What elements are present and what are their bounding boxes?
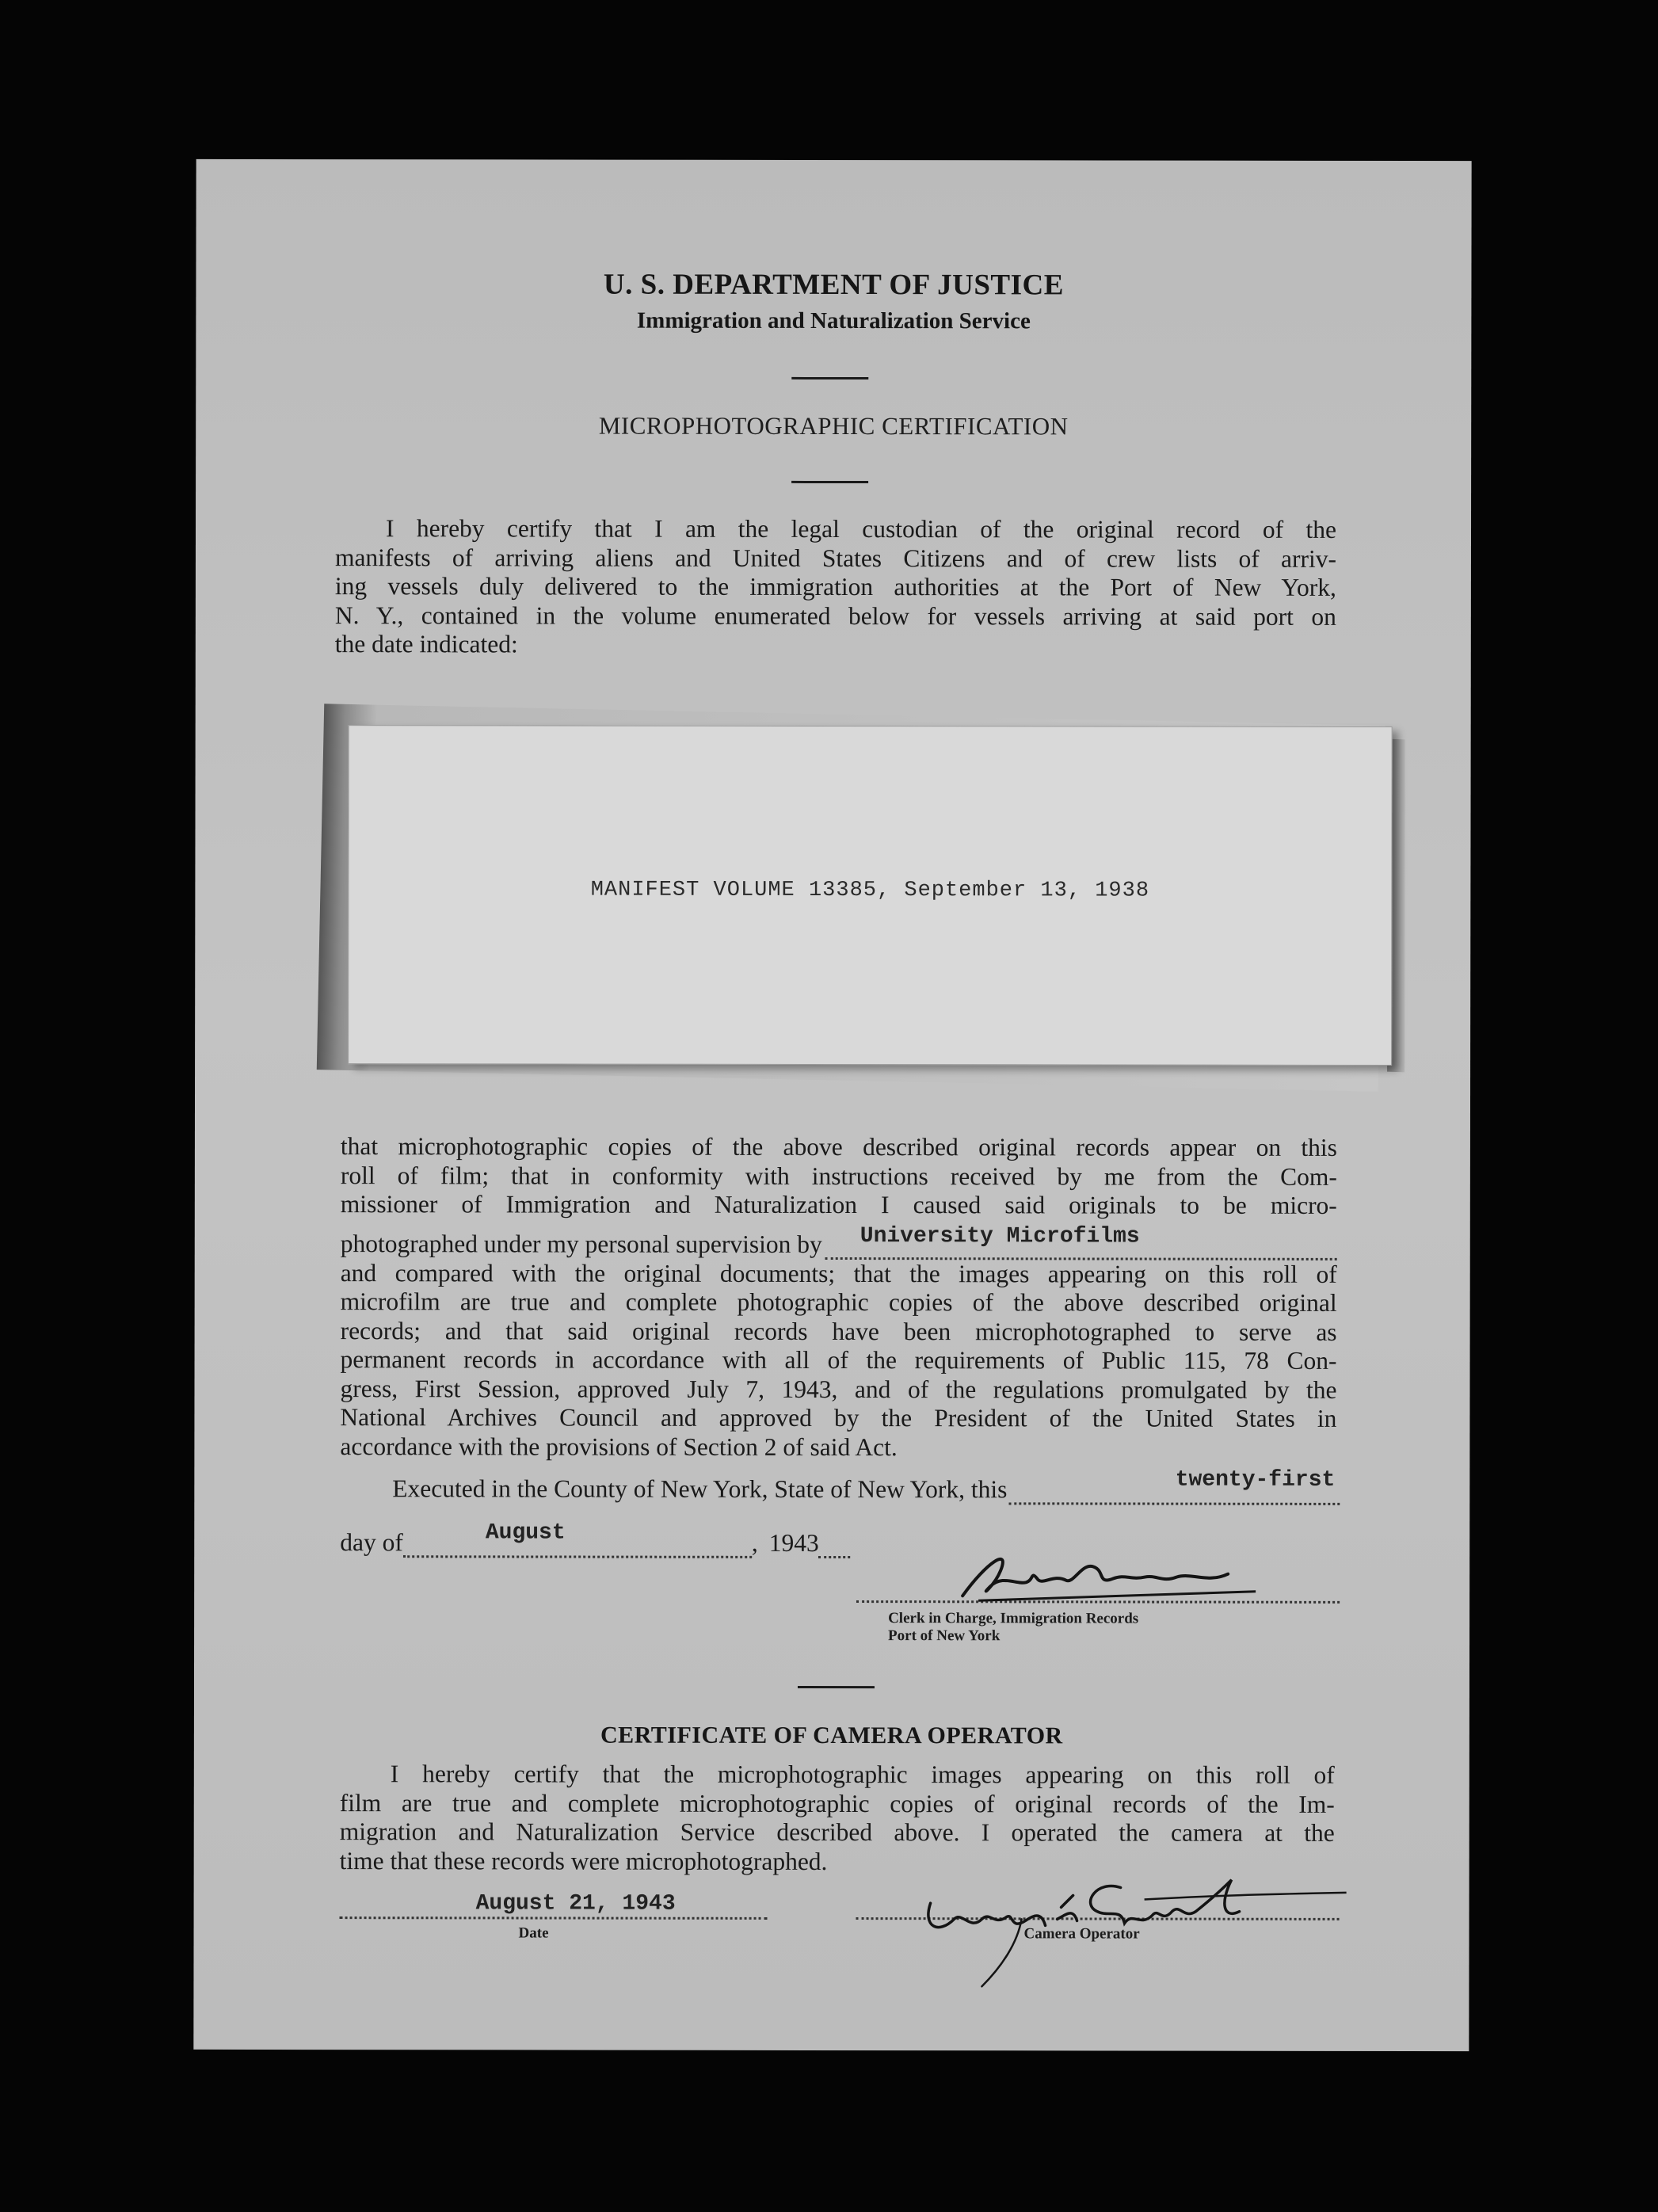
certificate-page: [193, 159, 1471, 2051]
body-line: that microphotographic copies of the above described original records appear on this: [340, 1132, 1337, 1161]
intro-line: I hereby certify that I am the legal custodian of the original record of the: [385, 514, 1337, 543]
manifest-label: MANIFEST VOLUME 13385, September 13, 1938: [590, 878, 1150, 903]
date-line: [340, 1916, 768, 1920]
supervision-prefix: photographed under my personal supervision by: [340, 1230, 822, 1258]
supervision-line: [341, 1219, 1337, 1260]
certification-title: MICROPHOTOGRAPHIC CERTIFICATION: [598, 411, 1069, 440]
intro-paragraph: [335, 514, 1336, 660]
day-of-line: [340, 1520, 894, 1558]
manifest-slip: [348, 725, 1393, 1066]
executed-line: [392, 1467, 1340, 1505]
camera-line: time that these records were microphotographed.: [339, 1846, 828, 1875]
intro-line: N. Y., contained in the volume enumerated below for vessels arriving at said port on: [334, 601, 1336, 631]
date-value: August 21, 1943: [475, 1891, 676, 1916]
intro-line: the date indicated:: [334, 630, 518, 658]
divider: [791, 481, 868, 483]
camera-line: I hereby certify that the microphotographic images appearing on this roll of: [390, 1760, 1335, 1789]
body-line: missioner of Immigration and Naturalization I caused said originals to be micro-: [340, 1190, 1337, 1219]
date-label: Date: [518, 1924, 549, 1942]
body-line: microfilm are true and complete photographic copies of the above described original: [340, 1287, 1337, 1317]
camera-line: migration and Naturalization Service described above. I operated the camera at the: [339, 1817, 1335, 1847]
executed-day-field: [1008, 1467, 1340, 1505]
camera-line: film are true and complete microphotographic copies of original records of the Im-: [339, 1788, 1335, 1818]
body-line: and compared with the original documents; that the images appearing on this roll of: [340, 1258, 1337, 1288]
body-line: permanent records in accordance with all of the requirements of Public 115, 78 Con-: [340, 1345, 1337, 1375]
day-of-label: day of: [340, 1528, 403, 1557]
body-paragraph: [340, 1132, 1337, 1463]
service-subheading: Immigration and Naturalization Service: [636, 307, 1031, 334]
body-line: accordance with the provisions of Section 2 of said Act.: [340, 1432, 898, 1461]
clerk-signature: [955, 1539, 1271, 1611]
camera-certificate-heading: CERTIFICATE OF CAMERA OPERATOR: [600, 1722, 1063, 1749]
supervision-field: [825, 1223, 1337, 1260]
year-value: 1943: [768, 1528, 819, 1557]
clerk-title-line1: Clerk in Charge, Immigration Records: [888, 1610, 1139, 1627]
year-dots: [819, 1531, 851, 1558]
supervision-value: University Microfilms: [859, 1223, 1140, 1249]
operator-label: Camera Operator: [1023, 1925, 1140, 1943]
clerk-title-line2: Port of New York: [888, 1627, 1001, 1645]
intro-line: ing vessels duly delivered to the immigration authorities at the Port of New York,: [334, 572, 1336, 601]
body-line: gress, First Session, approved July 7, 1943, and of the regulations promulgated by the: [340, 1374, 1337, 1404]
executed-prefix: Executed in the County of New York, State of New York, this: [392, 1474, 1008, 1504]
camera-operator-signature: [906, 1832, 1350, 1991]
executed-day-value: twenty-first: [1175, 1467, 1336, 1493]
month-value: August: [485, 1520, 566, 1546]
department-heading: U. S. DEPARTMENT OF JUSTICE: [603, 268, 1064, 302]
divider: [791, 377, 868, 379]
body-line: National Archives Council and approved by the President of the United States in: [340, 1403, 1337, 1432]
clerk-title: [888, 1610, 1138, 1645]
month-field: [403, 1520, 752, 1558]
divider: [798, 1686, 875, 1688]
body-line: records; and that said original records have been microphotographed to serve as: [340, 1316, 1337, 1346]
comma: ,: [751, 1528, 758, 1557]
body-line: roll of film; that in conformity with instructions received by me from the Com-: [340, 1161, 1337, 1191]
intro-line: manifests of arriving aliens and United States Citizens and of crew lists of arriv-: [334, 543, 1336, 573]
